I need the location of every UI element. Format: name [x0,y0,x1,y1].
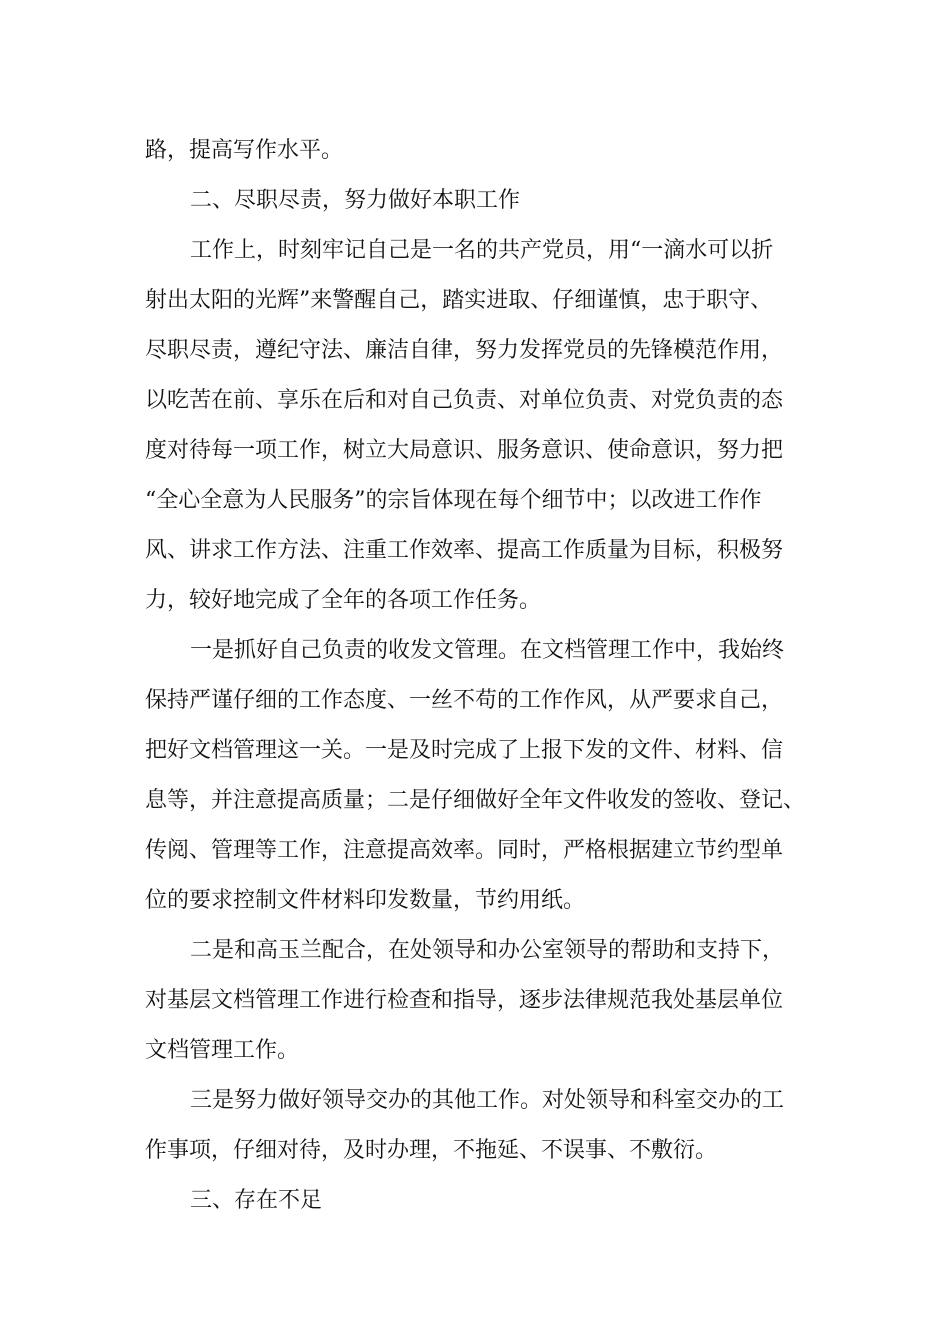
text-line: 三是努力做好领导交办的其他工作。对处领导和科室交办的工 [190,1088,785,1113]
section-heading: 三、存在不足 [190,1188,323,1213]
text-line: 息等，并注意提高质量；二是仔细做好全年文件收发的签收、登记、 [145,788,806,813]
section-heading: 二、尽职尽责，努力做好本职工作 [190,188,521,213]
text-line: 一是抓好自己负责的收发文管理。在文档管理工作中，我始终 [190,638,785,663]
text-line: 作事项，仔细对待，及时办理，不拖延、不误事、不敷衍。 [145,1138,718,1163]
text-line: 工作上，时刻牢记自己是一名的共产党员，用“一滴水可以折 [190,238,774,263]
text-line: 文档管理工作。 [145,1038,300,1063]
text-line: 以吃苦在前、享乐在后和对自己负责、对单位负责、对党负责的态 [145,388,784,413]
text-line: 射出太阳的光辉”来警醒自己，踏实进取、仔细谨慎，忠于职守、 [145,288,773,313]
text-line: 度对待每一项工作，树立大局意识、服务意识、使命意识，努力把 [145,438,784,463]
text-line: “全心全意为人民服务”的宗旨体现在每个细节中；以改进工作作 [145,488,762,513]
text-line: 对基层文档管理工作进行检查和指导，逐步法律规范我处基层单位 [145,988,784,1013]
text-line: 保持严谨仔细的工作态度、一丝不苟的工作作风，从严要求自己， [145,688,784,713]
text-line: 路，提高写作水平。 [145,138,344,163]
text-line: 二是和高玉兰配合，在处领导和办公室领导的帮助和支持下， [190,938,785,963]
text-line: 风、讲求工作方法、注重工作效率、提高工作质量为目标，积极努 [145,538,784,563]
text-line: 尽职尽责，遵纪守法、廉洁自律，努力发挥党员的先锋模范作用， [145,338,784,363]
text-line: 传阅、管理等工作，注意提高效率。同时，严格根据建立节约型单 [145,838,784,863]
text-line: 力，较好地完成了全年的各项工作任务。 [145,588,542,613]
text-line: 把好文档管理这一关。一是及时完成了上报下发的文件、材料、信 [145,738,784,763]
text-line: 位的要求控制文件材料印发数量，节约用纸。 [145,888,586,913]
